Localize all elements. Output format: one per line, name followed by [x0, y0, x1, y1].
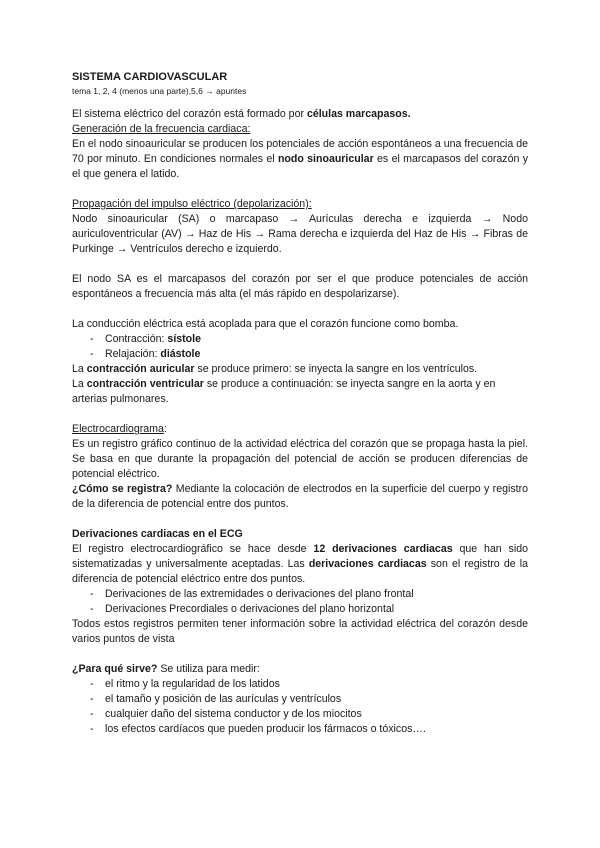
conduction-list	[72, 332, 528, 362]
document-title: SISTEMA CARDIOVASCULAR	[72, 71, 228, 83]
derivations-list	[72, 587, 528, 617]
intro-paragraph: El sistema eléctrico del corazón está formado por células marcapasos.	[72, 108, 411, 120]
ecg-heading: Electrocardiograma:	[72, 423, 167, 435]
propagation-paragraph: Nodo sinoauricular (SA) o marcapaso → Aurículas derecha e izquierda → Nodo auriculoventricular (AV) → Haz de His → Rama derecha e izquierda del Haz de His → Fibras de Purkinge → Ventrículos derecho e izquierdo.	[72, 213, 528, 255]
list-item: - los efectos cardíacos que pueden producir los fármacos o tóxicos….	[72, 722, 528, 737]
derivations-paragraph: El registro electrocardiográfico se hace desde 12 derivaciones cardiacas que han sido sistematizadas y universalmente aceptadas. Las derivaciones cardiacas son el registro de la diferencia de potencial eléctrico entre dos puntos.	[72, 543, 529, 585]
list-item: - el ritmo y la regularidad de los latidos	[72, 677, 528, 692]
uses-question: ¿Para qué sirve? Se utiliza para medir:	[72, 663, 260, 675]
uses-list	[72, 677, 528, 737]
generation-paragraph: En el nodo sinoauricular se producen los potenciales de acción espontáneos a una frecuencia de 70 por minuto. En condiciones normales el nodo sinoauricular es el marcapasos del corazón y el que genera el latido.	[72, 138, 528, 180]
list-item: - Derivaciones de las extremidades o derivaciones del plano frontal	[72, 587, 528, 602]
generation-heading: Generación de la frecuencia cardiaca:	[72, 123, 251, 135]
list-item: - Contracción: sístole	[72, 332, 528, 347]
list-item: - Derivaciones Precordiales o derivaciones del plano horizontal	[72, 602, 528, 617]
derivations-closing: Todos estos registros permiten tener información sobre la actividad eléctrica del corazón desde varios puntos de vista	[72, 618, 528, 645]
document-page	[72, 70, 528, 737]
sa-node-paragraph: El nodo SA es el marcapasos del corazón por ser el que produce potenciales de acción espontáneos a frecuencia más alta (el más rápido en despolarizarse).	[72, 273, 528, 300]
list-item: - Relajación: diástole	[72, 347, 528, 362]
propagation-heading: Propagación del impulso eléctrico (depolarización):	[72, 198, 312, 210]
derivations-heading: Derivaciones cardiacas en el ECG	[72, 528, 243, 540]
ecg-paragraph: Es un registro gráfico continuo de la actividad eléctrica del corazón que se propaga hasta la piel. Se basa en que durante la propagación del potencial de acción se producen diferencias de potencial eléctrico.	[72, 438, 528, 480]
conduction-paragraph: La conducción eléctrica está acoplada para que el corazón funcione como bomba.	[72, 318, 459, 330]
ventricular-paragraph: La contracción ventricular se produce a continuación: se inyecta sangre en la aorta y en arterias pulmonares.	[72, 378, 496, 405]
list-item: - el tamaño y posición de las aurículas y ventrículos	[72, 692, 528, 707]
list-item: - cualquier daño del sistema conductor y de los miocitos	[72, 707, 528, 722]
ecg-question: ¿Cómo se registra? Mediante la colocación de electrodos en la superficie del cuerpo y registro de la diferencia de potencial entre dos puntos.	[72, 483, 528, 510]
document-subtitle: tema 1, 2, 4 (menos una parte),5,6 → apuntes	[72, 86, 247, 96]
auricular-paragraph: La contracción auricular se produce primero: se inyecta la sangre en los ventrículos.	[72, 363, 478, 375]
